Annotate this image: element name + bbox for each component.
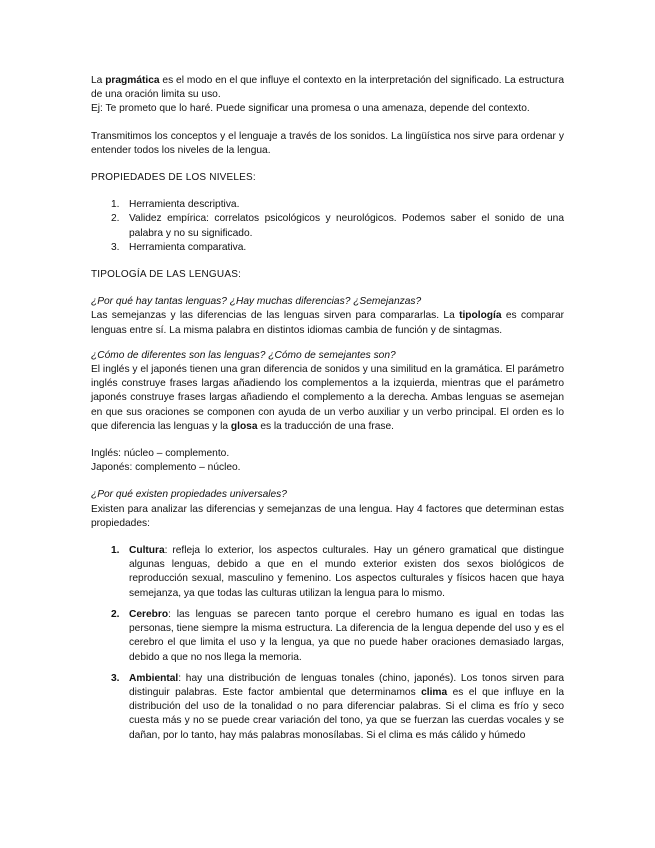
ingles-line: Inglés: núcleo – complemento.: [91, 448, 230, 460]
answer-3: Existen para analizar las diferencias y semejanzas de una lengua. Hay 4 factores que determinan estas propiedades:: [91, 503, 564, 529]
list-item: [91, 544, 564, 601]
bold-term: Ambiental: [129, 672, 179, 684]
bold-term: Cerebro: [129, 608, 169, 620]
list-text: : las lenguas se parecen tanto porque el cerebro humano es igual en todas las personas, tiene siempre la misma estructura. La diferencia de la lengua depende del uso y es el cerebro el que limita el uso y la lengua, ya que no puede haber oraciones demasiado largas, debido a que no nos llega la memoria.: [129, 608, 564, 663]
text: es el modo en el que influye el contexto en la interpretación del significado. La estructura de una oración limita su uso.: [91, 75, 564, 101]
list-text: : refleja lo exterior, los aspectos culturales. Hay un género gramatical que distingue algunas lenguas, debido a que en el mundo exterior existen dos sexos biológicos de reproducción sexual, masculino y femenino. Los aspectos culturales y físicos hacen que haya semejanza, ya que todas las culturas utilizan la lengua para lo mismo.: [129, 545, 564, 599]
list-item: [91, 241, 564, 255]
bold-term: glosa: [230, 420, 258, 432]
list-number: 1.: [111, 545, 120, 557]
list-number: 3.: [111, 241, 120, 253]
bold-term: Cultura: [129, 545, 165, 557]
text: es la traducción de una frase.: [257, 420, 394, 432]
list-item: [91, 608, 564, 665]
text: El inglés y el japonés tienen una gran diferencia de sonidos y una similitud en la gramática. El parámetro inglés construye frases largas añadiendo los complementos a la izquierda, mientras que el parámetro japonés construye frases largas añadiendo el complemento a la derecha. Ambas lenguas se asemejan en que sus oraciones se componen con ayuda de un verbo auxiliar y un verbo principal. El orden es lo que diferencia las lenguas y la: [91, 364, 564, 432]
text: Las semejanzas y las diferencias de las lenguas sirven para compararlas. La: [91, 310, 460, 322]
document-page: [91, 74, 564, 750]
list-number: 2.: [111, 213, 120, 225]
text: es comparar lenguas entre sí. La misma palabra en distintos idiomas cambia de función y de sintagmas.: [91, 310, 565, 336]
list-text: : hay una distribución de lenguas tonales (chino, japonés). Los tonos sirven para distinguir palabras. Este factor ambiental que determinamos: [129, 672, 564, 698]
bold-term: tipología: [459, 310, 502, 322]
section-heading-tipologia: TIPOLOGÍA DE LAS LENGUAS:: [91, 269, 242, 281]
example-paragraph: Ej: Te prometo que lo haré. Puede significar una promesa o una amenaza, depende del contexto.: [91, 103, 530, 115]
list-number: 3.: [111, 672, 120, 684]
bold-term: clima: [421, 686, 448, 698]
propiedades-list: [91, 198, 564, 255]
list-number: 1.: [111, 199, 120, 211]
text: La: [91, 75, 106, 86]
factores-list: [91, 544, 564, 743]
pragmatica-paragraph: [91, 74, 564, 102]
answer-2: [91, 363, 564, 434]
question-3: ¿Por qué existen propiedades universales?: [91, 489, 287, 501]
section-heading-propiedades: PROPIEDADES DE LOS NIVELES:: [91, 172, 256, 184]
list-text: es el que influye en la distribución del uso de la tonalidad o no para diferenciar palabras. Si el clima es frío y seco cuesta más y no se puede crear variación del tono, ya que se fuerzan las cuerdas vocales y se dañan, por lo tanto, hay más palabras monosílabas. Si el clima es más cálido y húmedo: [129, 686, 564, 741]
list-item: [91, 212, 564, 240]
linguistica-paragraph: Transmitimos los conceptos y el lenguaje a través de los sonidos. La lingüística nos sirve para ordenar y entender todos los niveles de la lengua.: [91, 130, 564, 156]
list-text: Validez empírica: correlatos psicológicos y neurológicos. Podemos saber el sonido de una palabra y no su significado.: [129, 213, 564, 239]
question-2: ¿Cómo de diferentes son las lenguas? ¿Cómo de semejantes son?: [91, 349, 396, 361]
answer-1: [91, 309, 564, 337]
question-1: ¿Por qué hay tantas lenguas? ¿Hay muchas diferencias? ¿Semejanzas?: [91, 296, 422, 308]
list-text: Herramienta comparativa.: [129, 241, 247, 253]
list-item: [91, 198, 564, 212]
list-text: Herramienta descriptiva.: [129, 199, 240, 211]
list-item: [91, 672, 564, 743]
japones-line: Japonés: complemento – núcleo.: [91, 462, 241, 474]
bold-term: pragmática: [105, 75, 160, 86]
list-number: 2.: [111, 608, 120, 620]
